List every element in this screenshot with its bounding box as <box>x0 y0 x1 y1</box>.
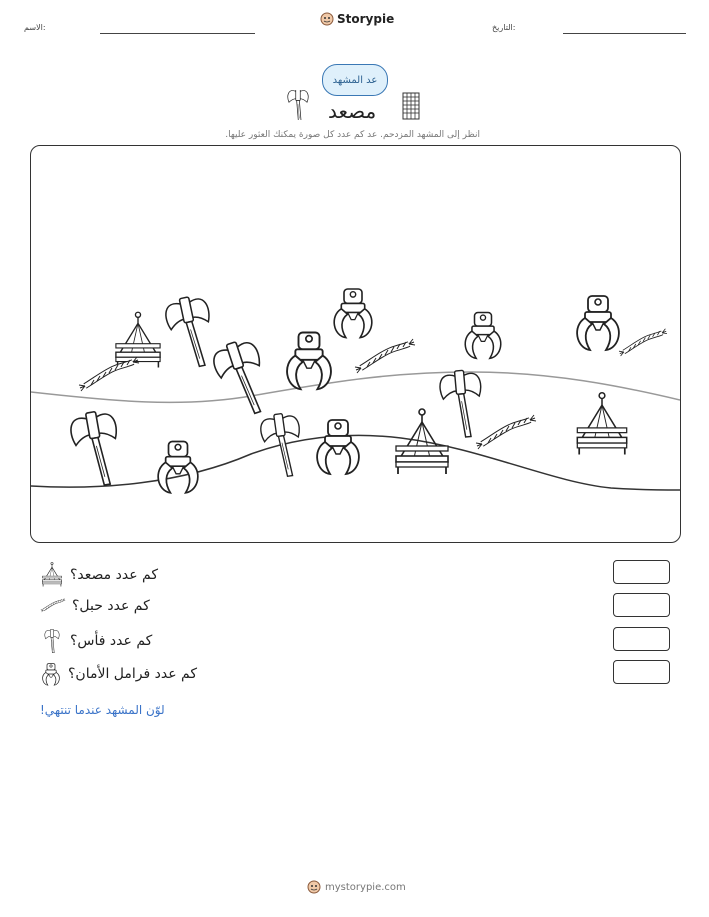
counting-scene <box>30 145 681 543</box>
axe-item <box>259 411 306 479</box>
question-row-axe <box>40 628 152 654</box>
safety-brake-item <box>577 296 619 350</box>
axe-item <box>68 408 125 489</box>
footer <box>307 880 406 894</box>
axe-icon <box>283 90 313 120</box>
answer-box-lift[interactable] <box>613 560 670 584</box>
answer-box-axe[interactable] <box>613 627 670 651</box>
scene-drawing <box>31 146 680 542</box>
lift-item <box>577 393 626 455</box>
question-row-rope <box>40 596 150 616</box>
answer-box-rope[interactable] <box>613 593 670 617</box>
name-line[interactable] <box>100 33 255 34</box>
color-note: لوّن المشهد عندما تنتهي! <box>40 703 165 717</box>
back-hill-line <box>31 372 680 402</box>
question-axe-text: كم عدد فأس؟ <box>70 633 153 649</box>
question-row-brake <box>40 662 197 686</box>
storypie-logo-icon <box>307 880 321 894</box>
axe-item <box>163 293 220 371</box>
question-row-lift <box>40 562 158 588</box>
axe-icon <box>40 628 64 654</box>
target-word: مصعد <box>328 99 377 123</box>
lift-item <box>116 312 160 367</box>
lift-icon <box>40 562 64 588</box>
question-lift-text: كم عدد مصعد؟ <box>70 567 158 583</box>
rope-item <box>476 415 536 449</box>
storypie-logo-icon <box>320 12 334 26</box>
instructions: انظر إلى المشهد المزدحم. عد كم عدد كل صورة يمكنك العثور عليها. <box>225 130 480 140</box>
brand-name: Storypie <box>337 12 395 26</box>
rope-icon <box>40 596 66 616</box>
rope-item <box>619 329 667 356</box>
axe-item <box>209 336 275 420</box>
safety-brake-item <box>465 313 501 359</box>
answer-box-brake[interactable] <box>613 660 670 684</box>
activity-pill: عد المشهد <box>322 64 388 96</box>
name-label: الاسم: <box>24 23 46 32</box>
question-rope-text: كم عدد حبل؟ <box>72 598 150 614</box>
axe-item <box>439 369 485 439</box>
date-label: التاريخ: <box>492 23 516 32</box>
safety-brake-item <box>317 420 359 474</box>
rope-item <box>79 357 139 391</box>
rope-item <box>355 339 415 373</box>
date-line[interactable] <box>563 33 686 34</box>
safety-brake-icon <box>40 662 62 686</box>
footer-site: mystorypie.com <box>325 881 406 893</box>
safety-brake-item <box>287 333 331 390</box>
building-icon <box>402 92 420 120</box>
question-brake-text: كم عدد فرامل الأمان؟ <box>68 666 198 682</box>
brand <box>320 12 394 26</box>
safety-brake-item <box>158 442 198 493</box>
safety-brake-item <box>334 289 372 338</box>
